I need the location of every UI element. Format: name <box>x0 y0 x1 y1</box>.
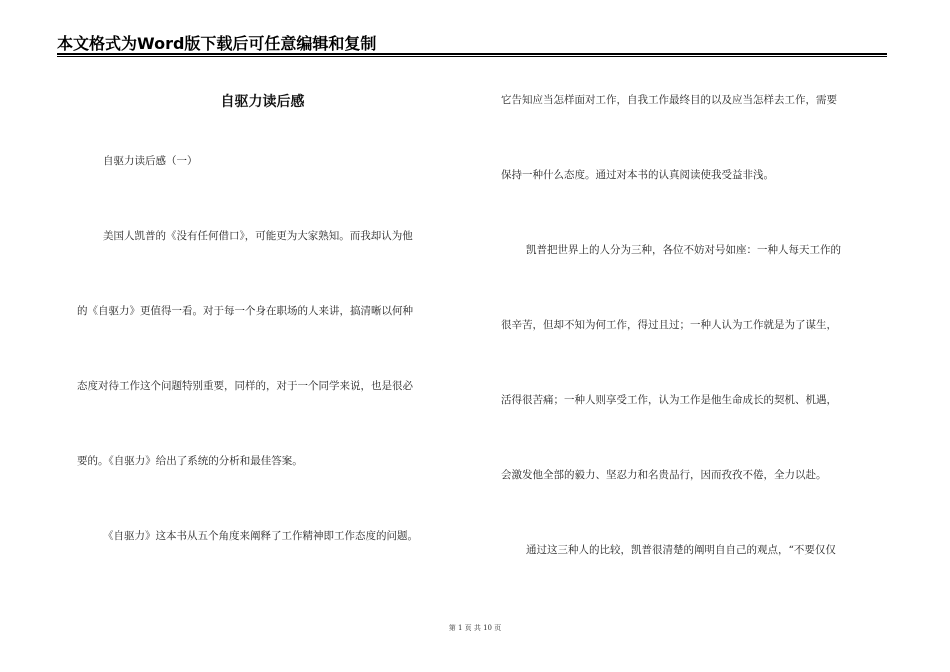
header-divider-thin <box>57 56 887 57</box>
left-line-1: 自驱力读后感（一） <box>103 155 198 167</box>
document-header: 本文格式为Word版下载后可任意编辑和复制 <box>57 34 377 53</box>
left-line-2: 美国人凯普的《没有任何借口》，可能更为大家熟知。而我却认为他 <box>103 230 413 242</box>
right-line-2: 保持一种什么态度。通过对本书的认真阅读使我受益非浅。 <box>501 169 774 181</box>
left-line-4: 态度对待工作这个问题特别重要，同样的，对于一个同学来说，也是很必 <box>77 380 413 392</box>
right-line-6: 会激发他全部的毅力、坚忍力和名贵品行，因而孜孜不倦，全力以赴。 <box>501 469 827 481</box>
document-title: 自驱力读后感 <box>220 94 305 110</box>
right-line-3: 凯普把世界上的人分为三种，各位不妨对号如座：一种人每天工作的 <box>526 244 841 256</box>
right-line-4: 很辛苦，但却不知为何工作，得过且过；一种人认为工作就是为了谋生， <box>501 319 837 331</box>
right-line-1: 它告知应当怎样面对工作，自我工作最终目的以及应当怎样去工作，需要 <box>501 94 837 106</box>
header-divider <box>57 53 887 55</box>
left-line-5: 要的。《自驱力》给出了系统的分析和最佳答案。 <box>77 455 303 467</box>
left-line-6: 《自驱力》这本书从五个角度来阐释了工作精神即工作态度的问题。 <box>103 530 418 542</box>
right-line-7: 通过这三种人的比较，凯普很清楚的阐明自自己的观点，“不要仅仅 <box>526 544 836 556</box>
right-line-5: 活得很苦痛；一种人则享受工作，认为工作是他生命成长的契机、机遇， <box>501 394 837 406</box>
left-line-3: 的《自驱力》更值得一看。对于每一个身在职场的人来讲，搞清晰以何种 <box>77 305 413 317</box>
page-number: 第 1 页 共 10 页 <box>448 624 502 632</box>
